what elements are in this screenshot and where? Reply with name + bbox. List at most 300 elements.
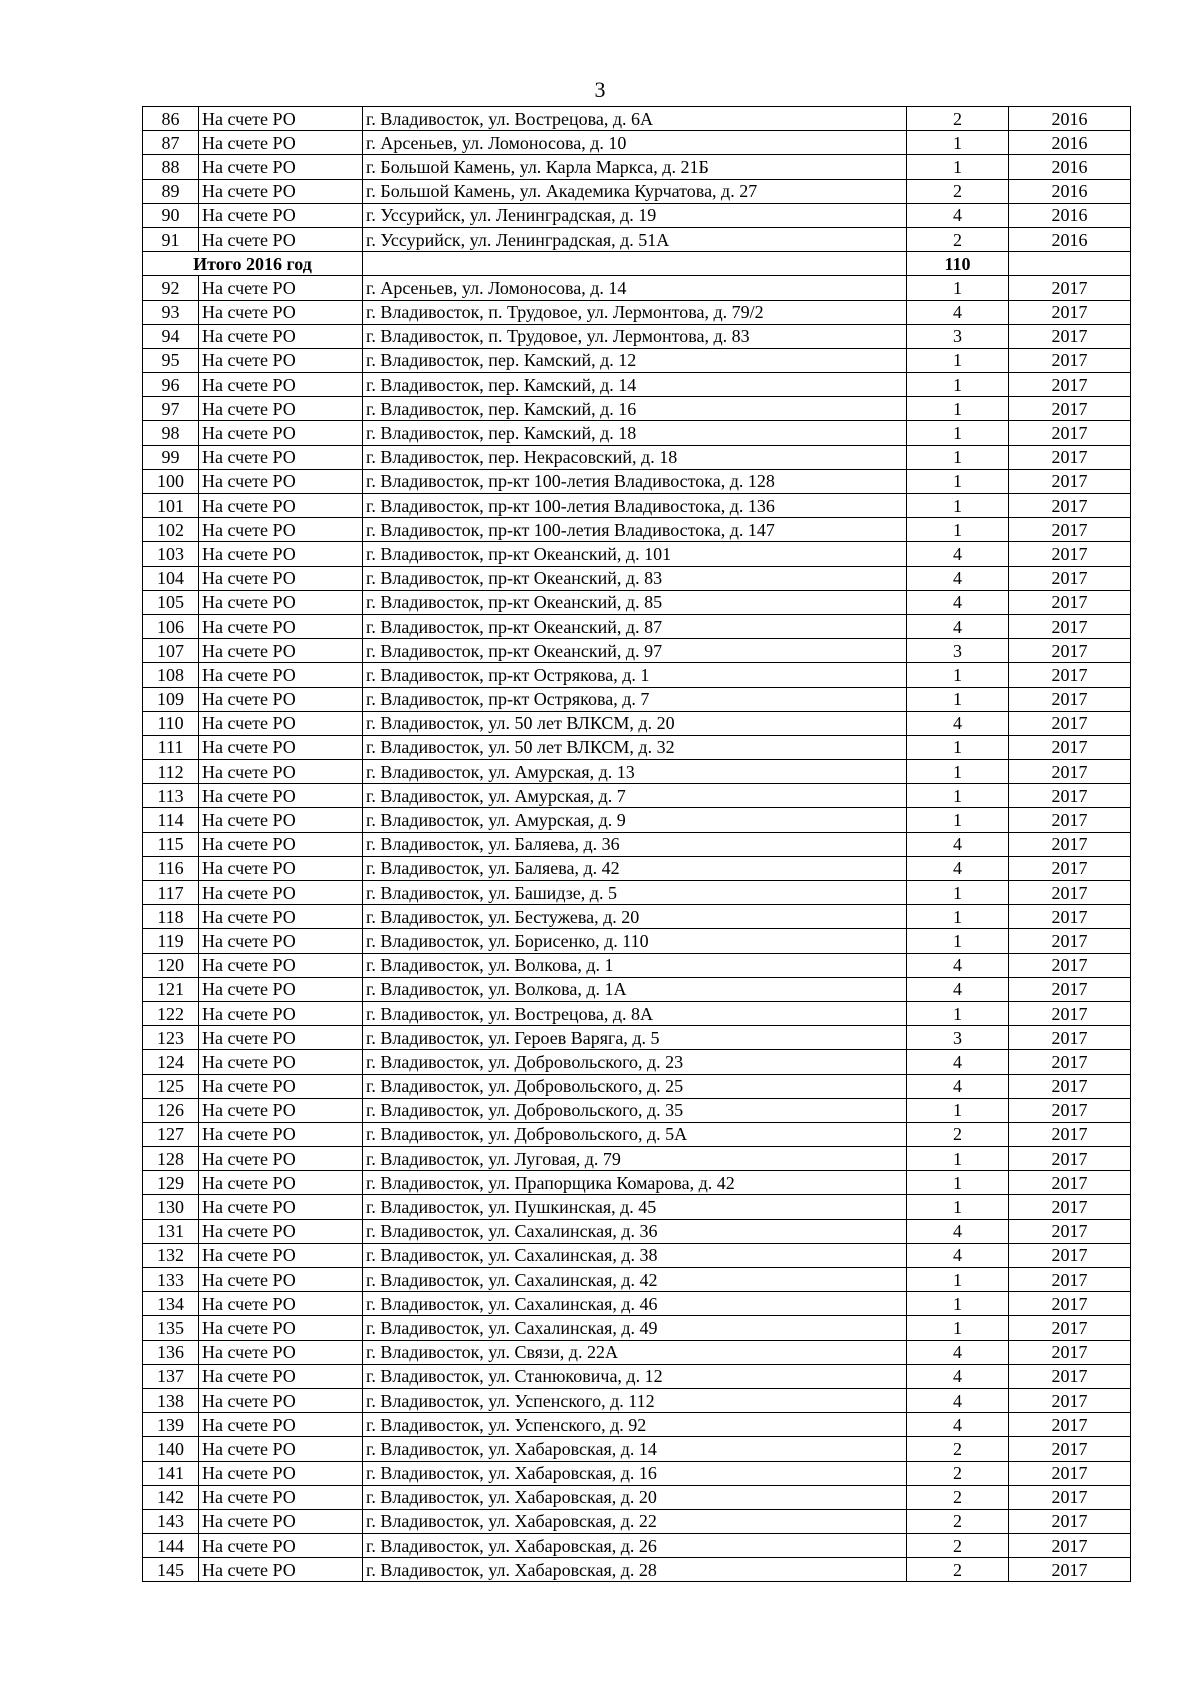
address-cell: г. Владивосток, пр-кт Острякова, д. 1 <box>363 663 907 687</box>
row-number: 98 <box>143 421 199 445</box>
table-row <box>143 155 1131 179</box>
address-cell: г. Владивосток, ул. Успенского, д. 92 <box>363 1413 907 1437</box>
address-cell: г. Владивосток, ул. Башидзе, д. 5 <box>363 881 907 905</box>
row-number: 122 <box>143 1001 199 1025</box>
year-cell: 2017 <box>1009 735 1131 759</box>
account-cell: На счете РО <box>199 107 363 131</box>
table-row <box>143 1558 1131 1582</box>
account-cell: На счете РО <box>199 1509 363 1533</box>
year-cell: 2017 <box>1009 687 1131 711</box>
row-number: 129 <box>143 1171 199 1195</box>
address-cell: г. Владивосток, пер. Камский, д. 14 <box>363 373 907 397</box>
row-number: 94 <box>143 324 199 348</box>
row-number: 100 <box>143 469 199 493</box>
table-row <box>143 1074 1131 1098</box>
table-row <box>143 1122 1131 1146</box>
count-cell: 4 <box>907 300 1009 324</box>
table-row <box>143 856 1131 880</box>
count-cell: 1 <box>907 1316 1009 1340</box>
table-row <box>143 977 1131 1001</box>
table-row <box>143 639 1131 663</box>
address-cell: г. Уссурийск, ул. Ленинградская, д. 19 <box>363 203 907 227</box>
year-cell: 2016 <box>1009 227 1131 251</box>
account-cell: На счете РО <box>199 445 363 469</box>
row-number: 92 <box>143 276 199 300</box>
year-cell: 2017 <box>1009 1509 1131 1533</box>
year-cell: 2017 <box>1009 566 1131 590</box>
row-number: 111 <box>143 735 199 759</box>
count-cell: 1 <box>907 1147 1009 1171</box>
count-cell: 4 <box>907 953 1009 977</box>
year-cell: 2017 <box>1009 494 1131 518</box>
row-number: 141 <box>143 1461 199 1485</box>
table-row <box>143 832 1131 856</box>
account-cell: На счете РО <box>199 784 363 808</box>
table-row <box>143 614 1131 638</box>
table-row <box>143 1316 1131 1340</box>
total-label: Итого 2016 год <box>143 252 363 276</box>
table-row <box>143 276 1131 300</box>
count-cell: 1 <box>907 445 1009 469</box>
count-cell: 1 <box>907 808 1009 832</box>
row-number: 126 <box>143 1098 199 1122</box>
address-cell: г. Владивосток, ул. Сахалинская, д. 36 <box>363 1219 907 1243</box>
row-number: 136 <box>143 1340 199 1364</box>
table-row <box>143 735 1131 759</box>
row-number: 135 <box>143 1316 199 1340</box>
address-cell: г. Большой Камень, ул. Карла Маркса, д. 21Б <box>363 155 907 179</box>
count-cell: 4 <box>907 203 1009 227</box>
row-number: 99 <box>143 445 199 469</box>
row-number: 132 <box>143 1243 199 1267</box>
address-cell: г. Владивосток, пр-кт Острякова, д. 7 <box>363 687 907 711</box>
count-cell: 1 <box>907 276 1009 300</box>
table-row <box>143 421 1131 445</box>
year-cell: 2017 <box>1009 1147 1131 1171</box>
count-cell: 1 <box>907 1098 1009 1122</box>
account-cell: На счете РО <box>199 1485 363 1509</box>
count-cell: 2 <box>907 227 1009 251</box>
account-cell: На счете РО <box>199 1558 363 1582</box>
row-number: 107 <box>143 639 199 663</box>
account-cell: На счете РО <box>199 1050 363 1074</box>
address-cell: г. Владивосток, ул. Волкова, д. 1А <box>363 977 907 1001</box>
table-row <box>143 542 1131 566</box>
address-cell: г. Владивосток, пр-кт Океанский, д. 97 <box>363 639 907 663</box>
row-number: 90 <box>143 203 199 227</box>
table-row <box>143 1485 1131 1509</box>
year-cell: 2017 <box>1009 663 1131 687</box>
account-cell: На счете РО <box>199 324 363 348</box>
table-row <box>143 687 1131 711</box>
row-number: 133 <box>143 1268 199 1292</box>
year-cell: 2017 <box>1009 1268 1131 1292</box>
count-cell: 1 <box>907 1195 1009 1219</box>
year-cell: 2017 <box>1009 1534 1131 1558</box>
year-cell: 2017 <box>1009 348 1131 372</box>
year-cell: 2017 <box>1009 639 1131 663</box>
count-cell: 2 <box>907 1485 1009 1509</box>
count-cell: 4 <box>907 1219 1009 1243</box>
address-cell: г. Владивосток, ул. Вострецова, д. 6А <box>363 107 907 131</box>
account-cell: На счете РО <box>199 735 363 759</box>
count-cell: 4 <box>907 856 1009 880</box>
year-cell: 2017 <box>1009 856 1131 880</box>
account-cell: На счете РО <box>199 1388 363 1412</box>
address-cell: г. Владивосток, пр-кт 100-летия Владивостока, д. 128 <box>363 469 907 493</box>
table-row <box>143 494 1131 518</box>
address-cell: г. Владивосток, ул. Амурская, д. 9 <box>363 808 907 832</box>
address-cell: г. Владивосток, ул. Добровольского, д. 23 <box>363 1050 907 1074</box>
count-cell: 4 <box>907 1243 1009 1267</box>
count-cell: 1 <box>907 929 1009 953</box>
account-cell: На счете РО <box>199 1243 363 1267</box>
row-number: 131 <box>143 1219 199 1243</box>
count-cell: 1 <box>907 421 1009 445</box>
year-cell: 2017 <box>1009 832 1131 856</box>
count-cell: 1 <box>907 348 1009 372</box>
table-row <box>143 1050 1131 1074</box>
account-cell: На счете РО <box>199 856 363 880</box>
count-cell: 4 <box>907 1364 1009 1388</box>
table-row <box>143 324 1131 348</box>
total-empty-cell <box>1009 252 1131 276</box>
table-row <box>143 1098 1131 1122</box>
year-cell: 2017 <box>1009 1558 1131 1582</box>
account-cell: На счете РО <box>199 1316 363 1340</box>
count-cell: 2 <box>907 107 1009 131</box>
table-row <box>143 1437 1131 1461</box>
year-cell: 2017 <box>1009 397 1131 421</box>
address-cell: г. Владивосток, ул. Героев Варяга, д. 5 <box>363 1026 907 1050</box>
address-cell: г. Владивосток, ул. Хабаровская, д. 20 <box>363 1485 907 1509</box>
row-number: 91 <box>143 227 199 251</box>
address-cell: г. Владивосток, ул. Луговая, д. 79 <box>363 1147 907 1171</box>
row-number: 125 <box>143 1074 199 1098</box>
year-cell: 2017 <box>1009 953 1131 977</box>
table-row <box>143 1364 1131 1388</box>
address-cell: г. Владивосток, ул. Амурская, д. 13 <box>363 760 907 784</box>
year-cell: 2017 <box>1009 1388 1131 1412</box>
count-cell: 1 <box>907 905 1009 929</box>
row-number: 96 <box>143 373 199 397</box>
year-cell: 2017 <box>1009 977 1131 1001</box>
account-cell: На счете РО <box>199 1437 363 1461</box>
account-cell: На счете РО <box>199 397 363 421</box>
year-cell: 2017 <box>1009 1001 1131 1025</box>
account-cell: На счете РО <box>199 1292 363 1316</box>
address-cell: г. Владивосток, ул. Волкова, д. 1 <box>363 953 907 977</box>
table-row <box>143 1461 1131 1485</box>
count-cell: 4 <box>907 590 1009 614</box>
table-row <box>143 1292 1131 1316</box>
total-2016-section <box>143 252 1131 276</box>
account-cell: На счете РО <box>199 155 363 179</box>
count-cell: 1 <box>907 1001 1009 1025</box>
address-cell: г. Владивосток, ул. 50 лет ВЛКСМ, д. 20 <box>363 711 907 735</box>
row-number: 130 <box>143 1195 199 1219</box>
account-cell: На счете РО <box>199 1171 363 1195</box>
table-row <box>143 784 1131 808</box>
account-cell: На счете РО <box>199 518 363 542</box>
address-cell: г. Владивосток, пр-кт 100-летия Владивостока, д. 147 <box>363 518 907 542</box>
address-cell: г. Арсеньев, ул. Ломоносова, д. 10 <box>363 131 907 155</box>
year-cell: 2017 <box>1009 1485 1131 1509</box>
table-row <box>143 1340 1131 1364</box>
address-cell: г. Владивосток, ул. Бестужева, д. 20 <box>363 905 907 929</box>
row-number: 112 <box>143 760 199 784</box>
address-cell: г. Владивосток, ул. Баляева, д. 42 <box>363 856 907 880</box>
row-number: 87 <box>143 131 199 155</box>
count-cell: 1 <box>907 494 1009 518</box>
count-cell: 3 <box>907 324 1009 348</box>
account-cell: На счете РО <box>199 1026 363 1050</box>
table-row <box>143 1388 1131 1412</box>
year-cell: 2017 <box>1009 1171 1131 1195</box>
row-number: 115 <box>143 832 199 856</box>
count-cell: 1 <box>907 1292 1009 1316</box>
year-cell: 2017 <box>1009 881 1131 905</box>
row-number: 117 <box>143 881 199 905</box>
row-number: 97 <box>143 397 199 421</box>
table-row <box>143 1413 1131 1437</box>
address-cell: г. Владивосток, ул. Сахалинская, д. 38 <box>363 1243 907 1267</box>
table-row <box>143 518 1131 542</box>
row-number: 106 <box>143 614 199 638</box>
account-cell: На счете РО <box>199 1340 363 1364</box>
table-row <box>143 711 1131 735</box>
table-row <box>143 1534 1131 1558</box>
count-cell: 1 <box>907 663 1009 687</box>
table-row <box>143 663 1131 687</box>
account-cell: На счете РО <box>199 687 363 711</box>
count-cell: 4 <box>907 977 1009 1001</box>
account-cell: На счете РО <box>199 953 363 977</box>
table-row <box>143 1195 1131 1219</box>
rows-2017 <box>143 276 1131 1582</box>
address-cell: г. Владивосток, пер. Камский, д. 16 <box>363 397 907 421</box>
address-cell: г. Владивосток, ул. Пушкинская, д. 45 <box>363 1195 907 1219</box>
address-cell: г. Владивосток, пр-кт Океанский, д. 83 <box>363 566 907 590</box>
count-cell: 3 <box>907 639 1009 663</box>
row-number: 121 <box>143 977 199 1001</box>
year-cell: 2017 <box>1009 1461 1131 1485</box>
address-cell: г. Владивосток, ул. Хабаровская, д. 16 <box>363 1461 907 1485</box>
row-number: 104 <box>143 566 199 590</box>
account-cell: На счете РО <box>199 1001 363 1025</box>
address-cell: г. Владивосток, ул. Сахалинская, д. 49 <box>363 1316 907 1340</box>
account-cell: На счете РО <box>199 905 363 929</box>
account-cell: На счете РО <box>199 494 363 518</box>
year-cell: 2017 <box>1009 1364 1131 1388</box>
year-cell: 2017 <box>1009 1122 1131 1146</box>
year-cell: 2016 <box>1009 107 1131 131</box>
count-cell: 1 <box>907 518 1009 542</box>
year-cell: 2017 <box>1009 614 1131 638</box>
year-cell: 2017 <box>1009 929 1131 953</box>
table-row <box>143 107 1131 131</box>
count-cell: 1 <box>907 784 1009 808</box>
account-cell: На счете РО <box>199 1074 363 1098</box>
year-cell: 2017 <box>1009 590 1131 614</box>
table-row <box>143 881 1131 905</box>
address-cell: г. Арсеньев, ул. Ломоносова, д. 14 <box>363 276 907 300</box>
address-cell: г. Владивосток, пр-кт 100-летия Владивостока, д. 136 <box>363 494 907 518</box>
table-row <box>143 300 1131 324</box>
account-cell: На счете РО <box>199 276 363 300</box>
row-number: 123 <box>143 1026 199 1050</box>
address-cell: г. Владивосток, пр-кт Океанский, д. 85 <box>363 590 907 614</box>
row-number: 103 <box>143 542 199 566</box>
year-cell: 2017 <box>1009 1219 1131 1243</box>
row-number: 110 <box>143 711 199 735</box>
account-cell: На счете РО <box>199 1195 363 1219</box>
row-number: 145 <box>143 1558 199 1582</box>
table-row <box>143 1243 1131 1267</box>
row-number: 134 <box>143 1292 199 1316</box>
count-cell: 1 <box>907 373 1009 397</box>
row-number: 88 <box>143 155 199 179</box>
count-cell: 4 <box>907 711 1009 735</box>
account-cell: На счете РО <box>199 1534 363 1558</box>
account-cell: На счете РО <box>199 639 363 663</box>
table-row <box>143 1219 1131 1243</box>
account-cell: На счете РО <box>199 469 363 493</box>
count-cell: 2 <box>907 1122 1009 1146</box>
row-number: 86 <box>143 107 199 131</box>
year-cell: 2016 <box>1009 131 1131 155</box>
table-row <box>143 905 1131 929</box>
address-cell: г. Владивосток, ул. Сахалинская, д. 46 <box>363 1292 907 1316</box>
page-number: 3 <box>594 77 606 102</box>
address-cell: г. Владивосток, пр-кт Океанский, д. 101 <box>363 542 907 566</box>
account-cell: На счете РО <box>199 1122 363 1146</box>
row-number: 113 <box>143 784 199 808</box>
year-cell: 2017 <box>1009 469 1131 493</box>
year-cell: 2017 <box>1009 373 1131 397</box>
account-cell: На счете РО <box>199 929 363 953</box>
year-cell: 2017 <box>1009 1292 1131 1316</box>
address-cell: г. Владивосток, ул. Сахалинская, д. 42 <box>363 1268 907 1292</box>
count-cell: 4 <box>907 566 1009 590</box>
account-cell: На счете РО <box>199 1364 363 1388</box>
year-cell: 2017 <box>1009 784 1131 808</box>
table-row <box>143 1509 1131 1533</box>
total-empty-cell <box>363 252 907 276</box>
year-cell: 2017 <box>1009 1316 1131 1340</box>
table-row <box>143 469 1131 493</box>
account-cell: На счете РО <box>199 590 363 614</box>
year-cell: 2017 <box>1009 1026 1131 1050</box>
account-cell: На счете РО <box>199 977 363 1001</box>
houses-table <box>142 106 1131 1582</box>
address-cell: г. Владивосток, ул. Прапорщика Комарова, д. 42 <box>363 1171 907 1195</box>
account-cell: На счете РО <box>199 760 363 784</box>
table-row <box>143 1026 1131 1050</box>
count-cell: 2 <box>907 179 1009 203</box>
year-cell: 2017 <box>1009 905 1131 929</box>
year-cell: 2016 <box>1009 179 1131 203</box>
account-cell: На счете РО <box>199 614 363 638</box>
account-cell: На счете РО <box>199 881 363 905</box>
account-cell: На счете РО <box>199 1098 363 1122</box>
year-cell: 2017 <box>1009 324 1131 348</box>
table-row <box>143 1171 1131 1195</box>
address-cell: г. Владивосток, ул. Амурская, д. 7 <box>363 784 907 808</box>
table-row <box>143 445 1131 469</box>
address-cell: г. Владивосток, ул. 50 лет ВЛКСМ, д. 32 <box>363 735 907 759</box>
year-cell: 2017 <box>1009 1243 1131 1267</box>
row-number: 120 <box>143 953 199 977</box>
table-row <box>143 227 1131 251</box>
year-cell: 2017 <box>1009 276 1131 300</box>
address-cell: г. Владивосток, ул. Вострецова, д. 8А <box>363 1001 907 1025</box>
year-cell: 2017 <box>1009 1050 1131 1074</box>
address-cell: г. Владивосток, ул. Добровольского, д. 35 <box>363 1098 907 1122</box>
count-cell: 2 <box>907 1509 1009 1533</box>
row-number: 127 <box>143 1122 199 1146</box>
year-cell: 2017 <box>1009 1098 1131 1122</box>
count-cell: 2 <box>907 1437 1009 1461</box>
row-number: 140 <box>143 1437 199 1461</box>
year-cell: 2017 <box>1009 518 1131 542</box>
address-cell: г. Владивосток, ул. Хабаровская, д. 22 <box>363 1509 907 1533</box>
account-cell: На счете РО <box>199 1413 363 1437</box>
count-cell: 1 <box>907 155 1009 179</box>
account-cell: На счете РО <box>199 373 363 397</box>
count-cell: 4 <box>907 1413 1009 1437</box>
count-cell: 1 <box>907 131 1009 155</box>
account-cell: На счете РО <box>199 1147 363 1171</box>
row-number: 105 <box>143 590 199 614</box>
address-cell: г. Владивосток, п. Трудовое, ул. Лермонтова, д. 83 <box>363 324 907 348</box>
count-cell: 1 <box>907 469 1009 493</box>
row-number: 93 <box>143 300 199 324</box>
year-cell: 2016 <box>1009 155 1131 179</box>
address-cell: г. Владивосток, ул. Станюковича, д. 12 <box>363 1364 907 1388</box>
row-number: 95 <box>143 348 199 372</box>
address-cell: г. Владивосток, ул. Успенского, д. 112 <box>363 1388 907 1412</box>
year-cell: 2017 <box>1009 1195 1131 1219</box>
count-cell: 2 <box>907 1461 1009 1485</box>
row-number: 142 <box>143 1485 199 1509</box>
year-cell: 2017 <box>1009 1340 1131 1364</box>
year-cell: 2017 <box>1009 1413 1131 1437</box>
account-cell: На счете РО <box>199 542 363 566</box>
row-number: 138 <box>143 1388 199 1412</box>
row-number: 101 <box>143 494 199 518</box>
year-cell: 2017 <box>1009 1074 1131 1098</box>
count-cell: 1 <box>907 735 1009 759</box>
count-cell: 4 <box>907 1340 1009 1364</box>
row-number: 116 <box>143 856 199 880</box>
row-number: 139 <box>143 1413 199 1437</box>
count-cell: 4 <box>907 1050 1009 1074</box>
count-cell: 1 <box>907 1171 1009 1195</box>
address-cell: г. Владивосток, ул. Борисенко, д. 110 <box>363 929 907 953</box>
count-cell: 4 <box>907 614 1009 638</box>
account-cell: На счете РО <box>199 203 363 227</box>
row-number: 89 <box>143 179 199 203</box>
row-number: 114 <box>143 808 199 832</box>
row-number: 109 <box>143 687 199 711</box>
count-cell: 4 <box>907 1074 1009 1098</box>
address-cell: г. Владивосток, ул. Хабаровская, д. 28 <box>363 1558 907 1582</box>
address-cell: г. Владивосток, пер. Камский, д. 18 <box>363 421 907 445</box>
year-cell: 2017 <box>1009 542 1131 566</box>
account-cell: На счете РО <box>199 179 363 203</box>
row-number: 102 <box>143 518 199 542</box>
